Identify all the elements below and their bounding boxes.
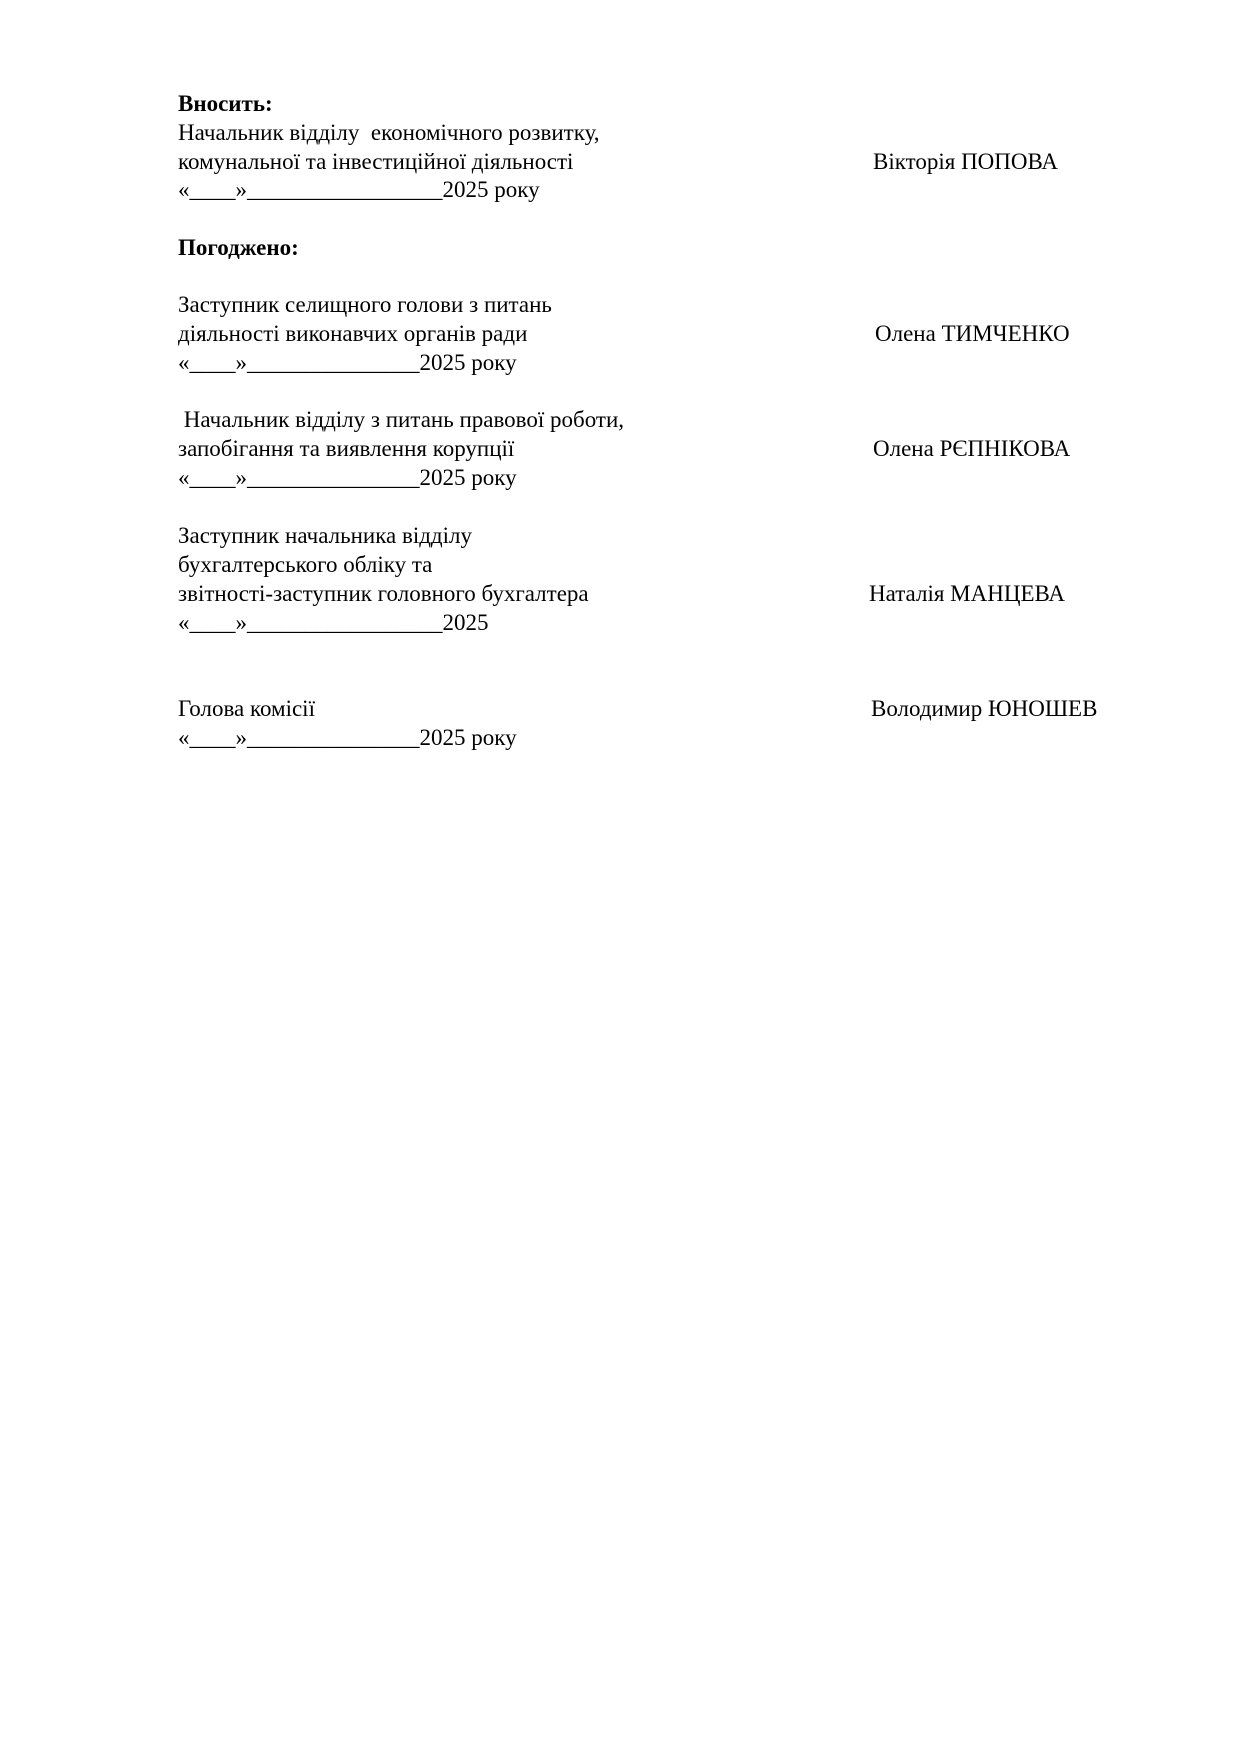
submits-signatory-name: Вікторія ПОПОВА (873, 149, 1059, 174)
approval-2-position-line1: Начальник відділу з питань правової роботи, (178, 407, 625, 432)
approval-4-date-line: «____»_______________2025 року (178, 725, 517, 750)
approval-1-signatory-name: Олена ТИМЧЕНКО (875, 321, 1070, 346)
approval-3-position-line2: бухгалтерського обліку та (178, 552, 433, 577)
submits-heading: Вносить: (178, 91, 273, 116)
approval-1-date-line: «____»_______________2025 року (178, 350, 517, 375)
approval-3-signatory-name: Наталія МАНЦЕВА (869, 581, 1065, 606)
approval-2-position-line2: запобігання та виявлення корупції (178, 436, 515, 461)
approval-3-position-line3: звітності-заступник головного бухгалтера (178, 581, 589, 606)
submits-position-line2: комунальної та інвестиційної діяльності (178, 149, 574, 174)
approval-1-position-line1: Заступник селищного голови з питань (178, 292, 552, 317)
approval-3-position-line1: Заступник начальника відділу (178, 523, 473, 548)
approved-heading: Погоджено: (178, 235, 299, 260)
approval-3-date-line: «____»_________________2025 (178, 610, 489, 635)
approval-2-signatory-name: Олена РЄПНІКОВА (873, 436, 1071, 461)
approval-1-position-line2: діяльності виконавчих органів ради (178, 321, 528, 346)
submits-date-line: «____»_________________2025 року (178, 177, 540, 202)
submits-position-line1: Начальник відділу економічного розвитку, (178, 120, 600, 145)
approval-2-date-line: «____»_______________2025 року (178, 465, 517, 490)
approval-4-signatory-name: Володимир ЮНОШЕВ (871, 696, 1098, 721)
approval-4-position-line1: Голова комісії (178, 696, 315, 721)
